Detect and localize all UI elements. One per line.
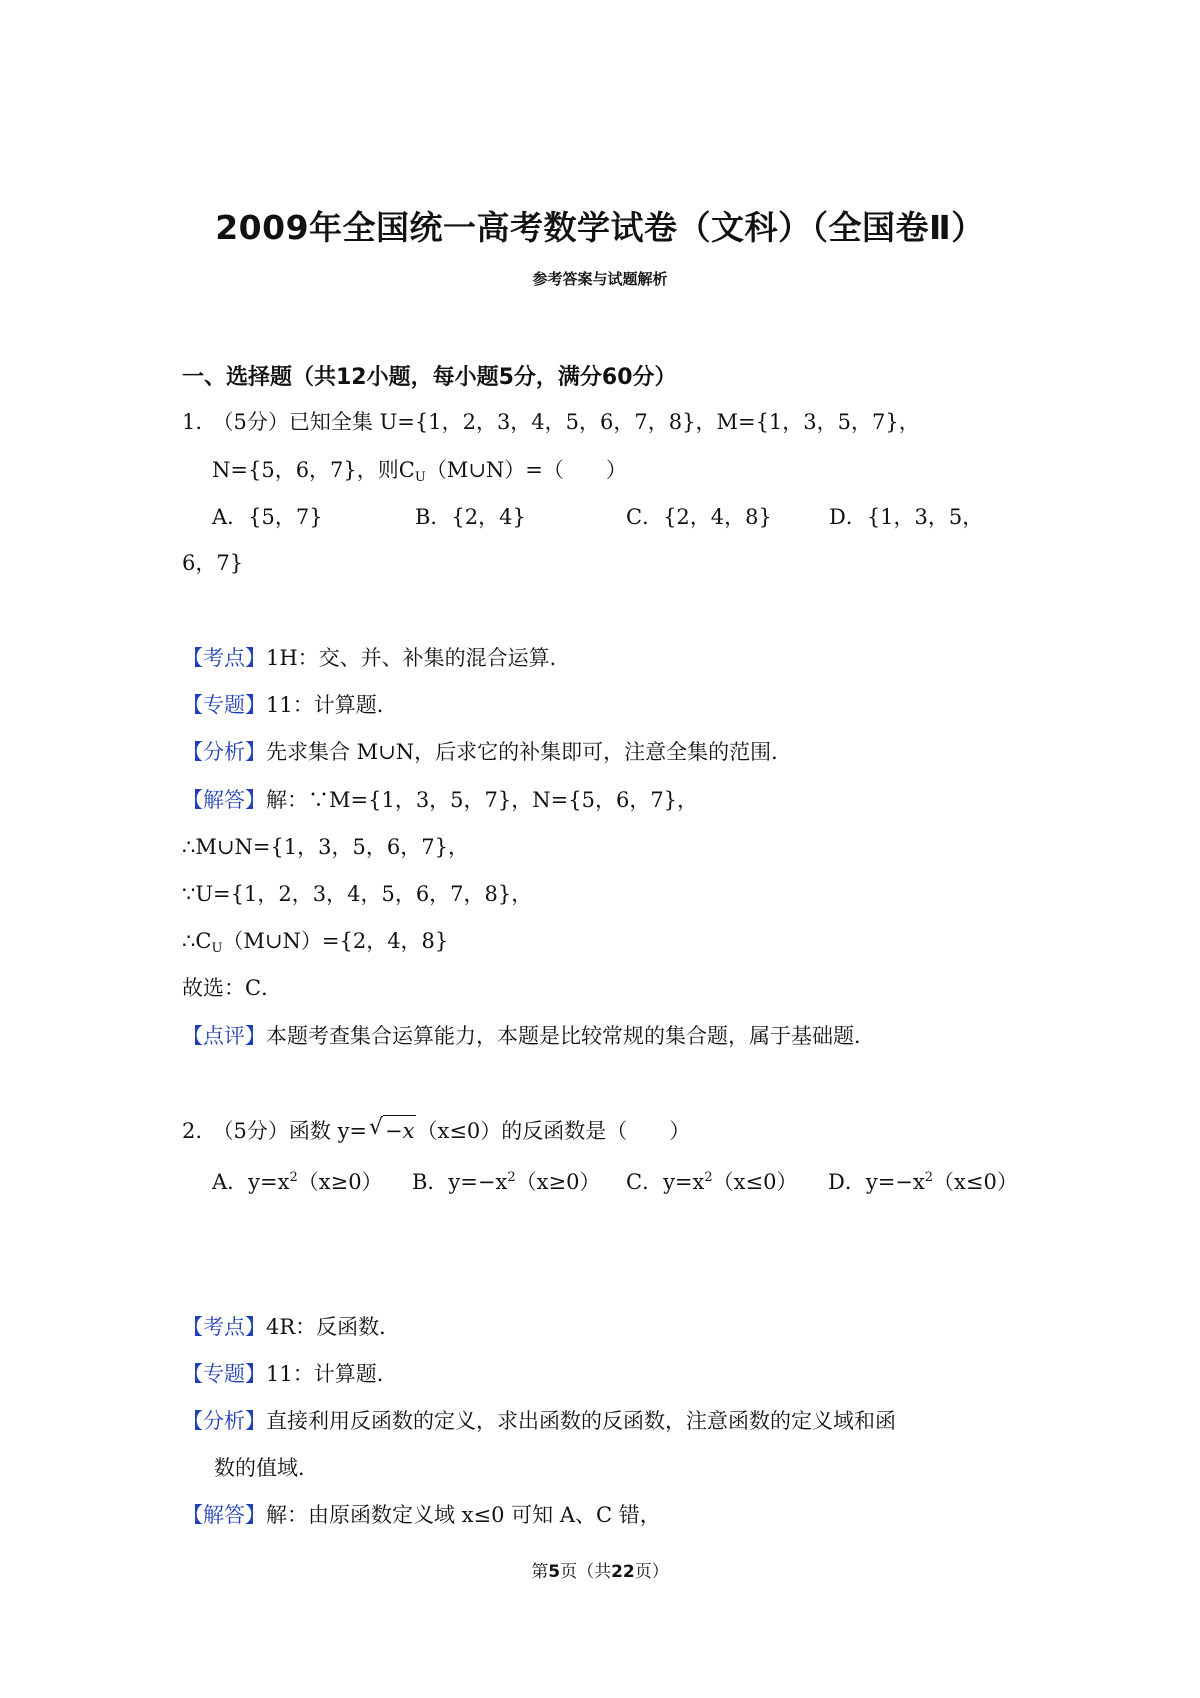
q2-stem-a: 2. （5分）函数 y= bbox=[182, 1119, 368, 1143]
q2-radicand: −x bbox=[383, 1115, 416, 1146]
q2-option-c-domain: （x≤0） bbox=[712, 1170, 798, 1194]
q2-kaodian-text: 4R：反函数． bbox=[266, 1315, 401, 1339]
q2-zhuanti-tag: 【专题】 bbox=[182, 1362, 266, 1386]
q2-option-c-text: C．y=x bbox=[626, 1170, 705, 1194]
q2-fenxi-line2: 数的值域． bbox=[214, 1456, 319, 1480]
q1-complement-subscript: U bbox=[414, 470, 426, 485]
section-heading: 一、选择题（共12小题，每小题5分，满分60分） bbox=[182, 365, 677, 390]
q2-option-a-exponent: 2 bbox=[289, 1170, 298, 1185]
q2-jieda-tag: 【解答】 bbox=[182, 1503, 266, 1527]
page-footer bbox=[0, 1557, 1200, 1582]
q1-kaodian-text: 1H：交、并、补集的混合运算． bbox=[266, 646, 571, 670]
q1-option-b: B．{2，4} bbox=[415, 505, 526, 529]
q1-stem-line1: 1. （5分）已知全集 U={1，2，3，4，5，6，7，8}，M={1，3，5，7}， bbox=[182, 410, 920, 434]
q1-step-3 bbox=[182, 926, 448, 964]
q1-step-3-a: ∴C bbox=[182, 929, 212, 953]
q1-step-2: ∵U={1，2，3，4，5，6，7，8}， bbox=[182, 882, 533, 906]
q2-option-d-domain: （x≤0） bbox=[933, 1170, 1018, 1194]
q1-fenxi bbox=[182, 737, 792, 767]
footer-prefix: 第 bbox=[531, 1562, 549, 1582]
q1-option-d-cont: 6，7} bbox=[182, 551, 244, 575]
q1-kaodian-tag: 【考点】 bbox=[182, 646, 266, 670]
footer-total-pages: 22 bbox=[611, 1562, 635, 1582]
q2-jieda bbox=[182, 1500, 661, 1530]
q2-option-b-domain: （x≥0） bbox=[515, 1170, 601, 1194]
q1-option-d: D．{1，3，5， bbox=[829, 505, 984, 529]
doc-subtitle: 参考答案与试题解析 bbox=[532, 270, 668, 288]
q2-fenxi-tag: 【分析】 bbox=[182, 1409, 266, 1433]
q1-jieda bbox=[182, 785, 698, 815]
q2-kaodian-tag: 【考点】 bbox=[182, 1315, 266, 1339]
q1-stem-line2-a: N={5，6，7}，则C bbox=[212, 458, 415, 482]
q1-kaodian bbox=[182, 643, 571, 673]
q2-zhuanti bbox=[182, 1359, 398, 1389]
q2-option-a-text: A．y=x bbox=[212, 1170, 290, 1194]
q1-jieda-tag: 【解答】 bbox=[182, 788, 266, 812]
footer-suffix: 页） bbox=[634, 1562, 669, 1582]
footer-middle: 页（共 bbox=[560, 1562, 612, 1582]
q1-stem-line2 bbox=[212, 455, 627, 493]
footer-page-number: 5 bbox=[548, 1562, 561, 1582]
q1-choose: 故选：C． bbox=[182, 976, 283, 1000]
q1-jieda-text: 解：∵M={1，3，5，7}，N={5，6，7}， bbox=[266, 788, 699, 812]
q1-step-3-subscript: U bbox=[211, 941, 223, 956]
q1-zhuanti-text: 11：计算题． bbox=[266, 693, 398, 717]
q1-dianping-text: 本题考查集合运算能力，本题是比较常规的集合题，属于基础题． bbox=[266, 1024, 875, 1048]
q1-step-3-b: （M∪N）={2，4，8} bbox=[222, 929, 449, 953]
doc-title: 2009年全国统一高考数学试卷（文科）（全国卷Ⅱ） bbox=[215, 208, 985, 247]
q1-dianping bbox=[182, 1021, 875, 1051]
q2-option-b-exponent: 2 bbox=[507, 1170, 516, 1185]
q2-fenxi bbox=[182, 1406, 896, 1436]
q2-option-a-domain: （x≥0） bbox=[297, 1170, 383, 1194]
q2-option-d-exponent: 2 bbox=[924, 1170, 934, 1185]
q2-stem-b: （x≤0）的反函数是（ ） bbox=[416, 1119, 691, 1143]
q2-kaodian bbox=[182, 1312, 400, 1342]
q1-zhuanti-tag: 【专题】 bbox=[182, 693, 266, 717]
q2-option-d-text: D．y=−x bbox=[828, 1170, 925, 1194]
q2-option-d bbox=[828, 1163, 1018, 1197]
q1-stem-line2-b: （M∪N）=（ ） bbox=[425, 458, 627, 482]
q2-option-a bbox=[212, 1163, 383, 1197]
q2-option-b bbox=[412, 1163, 600, 1197]
q2-fenxi-text: 直接利用反函数的定义，求出函数的反函数，注意函数的定义域和函 bbox=[266, 1409, 896, 1433]
q1-option-c: C．{2，4，8} bbox=[626, 505, 772, 529]
q1-step-1: ∴M∪N={1，3，5，6，7}， bbox=[182, 835, 469, 859]
radical-sign-icon: √ bbox=[369, 1115, 384, 1140]
q2-sqrt-expression bbox=[369, 1115, 416, 1146]
q2-jieda-text: 解：由原函数定义域 x≤0 可知 A、C 错， bbox=[266, 1503, 661, 1527]
q1-zhuanti bbox=[182, 690, 398, 720]
q2-zhuanti-text: 11：计算题． bbox=[266, 1362, 398, 1386]
q2-stem bbox=[182, 1115, 690, 1146]
q1-fenxi-tag: 【分析】 bbox=[182, 740, 266, 764]
q1-dianping-tag: 【点评】 bbox=[182, 1024, 266, 1048]
q2-option-c bbox=[626, 1163, 797, 1197]
q1-fenxi-text: 先求集合 M∪N，后求它的补集即可，注意全集的范围． bbox=[266, 740, 793, 764]
q2-option-b-text: B．y=−x bbox=[412, 1170, 508, 1194]
q1-option-a: A．{5，7} bbox=[212, 505, 323, 529]
q2-option-c-exponent: 2 bbox=[704, 1170, 713, 1185]
